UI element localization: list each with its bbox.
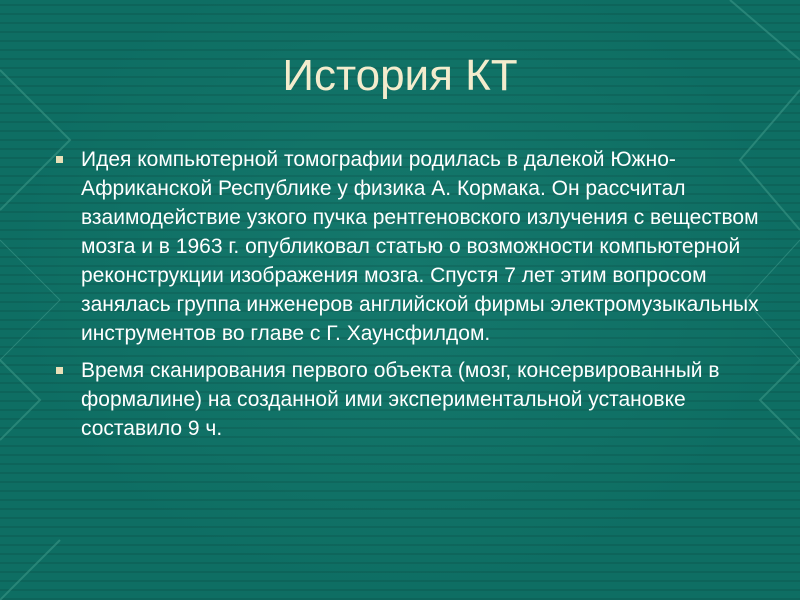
bullet-text: Идея компьютерной томографии родилась в далекой Южно-Африканской Республике у физика А. Кормака. Он рассчитал взаимодействие узкого пучка рентгеновского излучения с веществом мозга и в 1963 г. опубликовал статью о возможности компьютерной реконструкции изображения мозга. Спустя 7 лет этим вопросом занялась группа инженеров английской фирмы электромузыкальных инструментов во главе с Г. Хаунсфилдом. (81, 148, 759, 345)
bullet-text: Время сканирования первого объекта (мозг, консервированный в формалине) на созданной ими экспериментальной установке составило 9 ч. (81, 359, 720, 440)
bullet-list (50, 145, 760, 451)
square-bullet-icon (56, 367, 63, 374)
slide-title: История КТ (282, 51, 518, 100)
bullet-item (50, 356, 760, 443)
bullet-item (50, 145, 760, 348)
square-bullet-icon (56, 156, 63, 163)
